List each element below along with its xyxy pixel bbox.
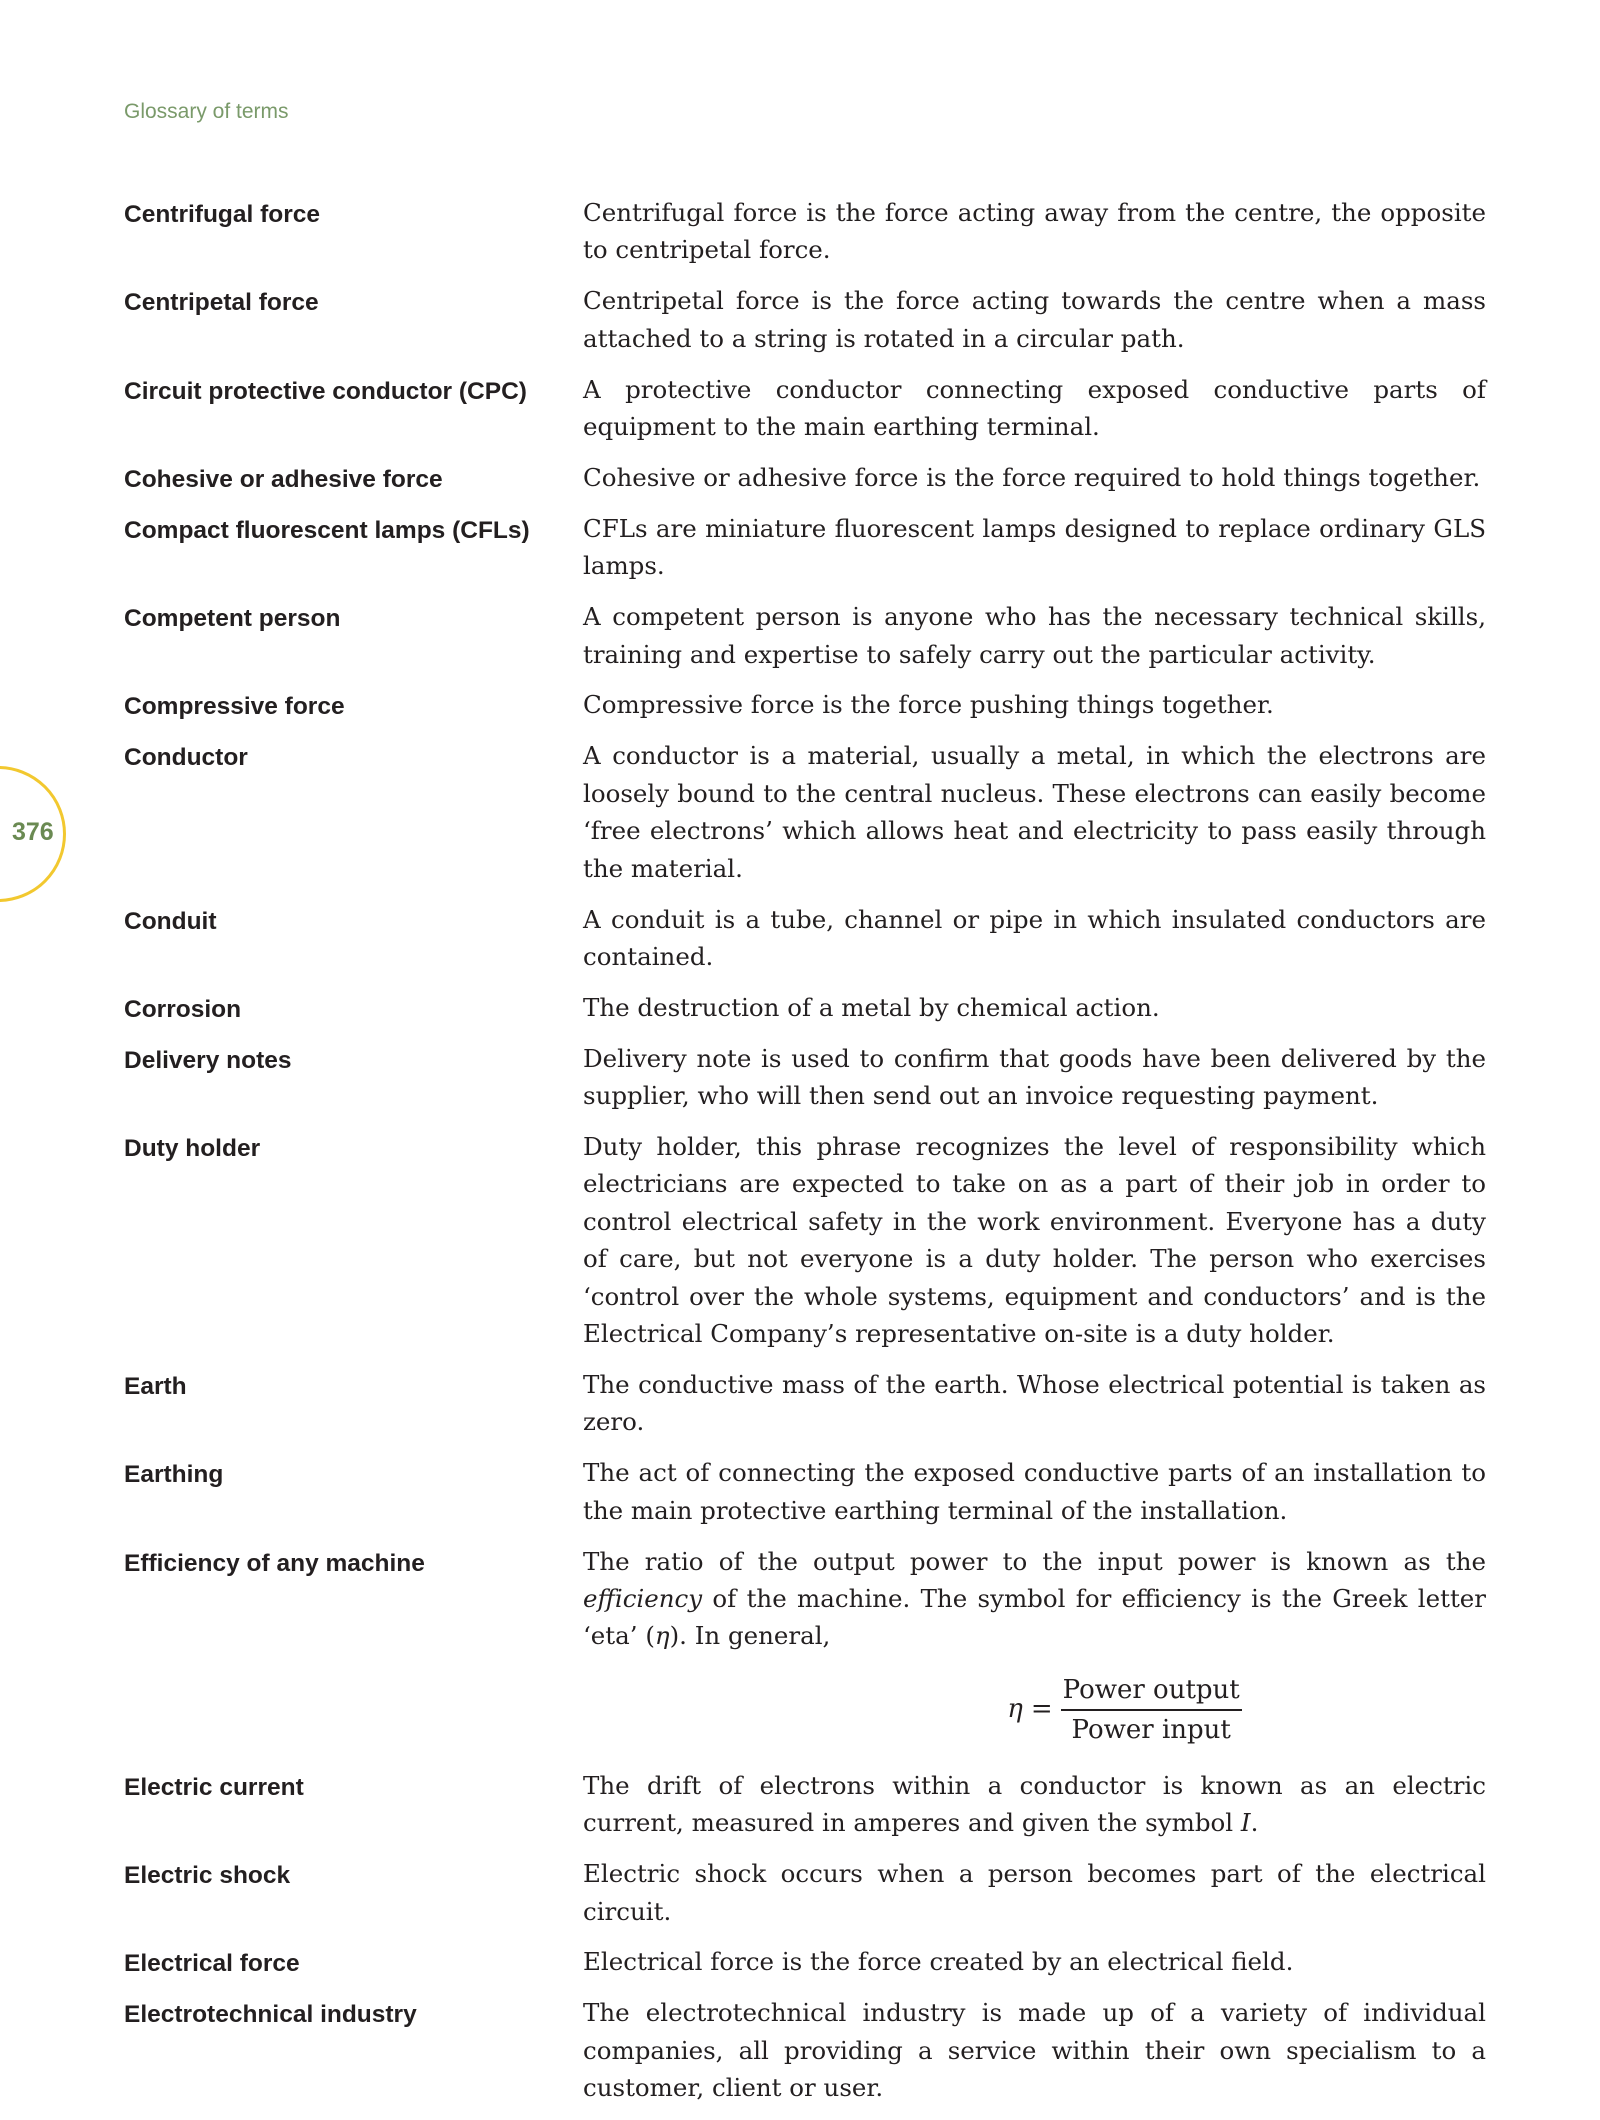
glossary-definition: Cohesive or adhesive force is the force required to hold things together. [583,462,1481,492]
glossary-term: Duty holder [124,1135,261,1163]
glossary-entry [124,371,1486,446]
glossary-term: Circuit protective conductor (CPC) [124,377,527,405]
glossary-entry-electric-current [124,1767,1486,1842]
running-header: Glossary of terms [124,100,289,123]
glossary-entry [124,598,1486,673]
glossary-definition: Delivery note is used to confirm that goods have been delivered by the supplier, who will then send out an invoice requesting payment. [583,1043,1486,1111]
glossary-term: Cohesive or adhesive force [124,465,443,493]
glossary-term: Electric current [124,1773,304,1801]
glossary-entry [124,282,1486,357]
glossary-definition: The act of connecting the exposed conductive parts of an installation to the main protective earthing terminal of the installation. [583,1458,1486,1525]
glossary-term: Earth [124,1372,187,1400]
glossary-definition [583,1767,1486,1842]
glossary-definition: The destruction of a metal by chemical action. [583,992,1160,1022]
glossary-entry-efficiency [124,1543,1486,1747]
glossary-definition: The conductive mass of the earth. Whose electrical potential is taken as zero. [583,1369,1486,1437]
current-symbol: I [1240,1808,1251,1838]
definition-text: of the machine. The symbol for efficiency is the Greek letter ‘eta’ ( [583,1584,1486,1651]
glossary-definition: CFLs are miniature fluorescent lamps designed to replace ordinary GLS lamps. [583,513,1486,581]
glossary-entry [124,901,1486,976]
definition-text: The drift of electrons within a conductor is known as an electric current, measured in amperes and given the symbol [583,1770,1486,1838]
glossary-entry [124,1040,1486,1115]
glossary-term: Compressive force [124,693,345,721]
glossary-entry [124,737,1486,887]
glossary-term: Compact fluorescent lamps (CFLs) [124,516,530,544]
glossary-entry [124,194,1486,269]
glossary-term: Centripetal force [124,289,319,317]
glossary-entry [124,1366,1486,1441]
glossary-definition: The electrotechnical industry is made up of a variety of individual companies, all providing a service within their own specialism to a customer, client or user. [583,1998,1486,2103]
glossary-term: Earthing [124,1461,224,1489]
glossary-definition: Electrical force is the force created by an electrical field. [583,1947,1294,1977]
glossary-list [124,194,1486,2120]
page-number: 376 [12,818,54,846]
glossary-term: Conductor [124,744,248,772]
glossary-definition: A protective conductor connecting exposed conductive parts of equipment to the main earthing terminal. [583,374,1486,442]
glossary-entry [124,686,1486,723]
glossary-entries-b [124,1855,1486,2106]
glossary-definition: A conductor is a material, usually a metal, in which the electrons are loosely bound to the central nucleus. These electrons can easily become ‘free electrons’ which allows heat and electricity to pass easily through the material. [583,741,1486,883]
definition-text: . [1250,1808,1259,1838]
definition-text: The ratio of the output power to the input power is known as the [583,1546,1486,1576]
efficiency-formula [583,1673,1486,1747]
glossary-definition: Compressive force is the force pushing things together. [583,690,1274,720]
glossary-term: Competent person [124,605,341,633]
formula-symbol: η [1007,1694,1023,1725]
formula-fraction [1061,1673,1242,1747]
definition-emphasis: efficiency [583,1584,703,1613]
glossary-entry [124,1994,1486,2106]
formula-equals: = [1030,1694,1053,1725]
glossary-term: Efficiency of any machine [124,1549,425,1577]
glossary-definition: A competent person is anyone who has the necessary technical skills, training and expertise to safely carry out the particular activity. [583,602,1486,669]
glossary-entries-a [124,194,1486,1529]
glossary-term: Conduit [124,907,217,935]
definition-text: ). In general, [669,1621,831,1651]
glossary-definition: Centripetal force is the force acting towards the centre when a mass attached to a string is rotated in a circular path. [583,286,1486,353]
glossary-definition [583,1543,1486,1747]
glossary-definition: A conduit is a tube, channel or pipe in which insulated conductors are contained. [583,904,1486,971]
glossary-entry [124,510,1486,585]
glossary-entry [124,1855,1486,1930]
glossary-term: Centrifugal force [124,201,321,228]
formula-numerator: Power output [1061,1673,1242,1711]
glossary-definition: Centrifugal force is the force acting away from the centre, the opposite to centripetal force. [583,198,1486,265]
glossary-entry [124,1943,1486,1980]
glossary-term: Corrosion [124,995,242,1023]
glossary-term: Electric shock [124,1862,291,1890]
glossary-entry [124,1454,1486,1529]
eta-symbol: η [654,1621,670,1651]
glossary-term: Delivery notes [124,1046,292,1074]
glossary-term: Electrical force [124,1950,300,1978]
formula-denominator: Power input [1071,1714,1231,1745]
glossary-definition: Electric shock occurs when a person becomes part of the electrical circuit. [583,1859,1486,1926]
glossary-term: Electrotechnical industry [124,2001,417,2029]
glossary-entry [124,1128,1486,1352]
glossary-entry [124,459,1486,496]
glossary-entry [124,989,1486,1026]
glossary-definition: Duty holder, this phrase recognizes the level of responsibility which electricians are expected to take on as a part of their job in order to control electrical safety in the work environment. Everyone has a duty of care, but not everyone is a duty holder. The person who exercises ‘control over the whole systems, equipment and conductors’ and is the Electrical Company’s representative on-site is a duty holder. [583,1132,1486,1349]
